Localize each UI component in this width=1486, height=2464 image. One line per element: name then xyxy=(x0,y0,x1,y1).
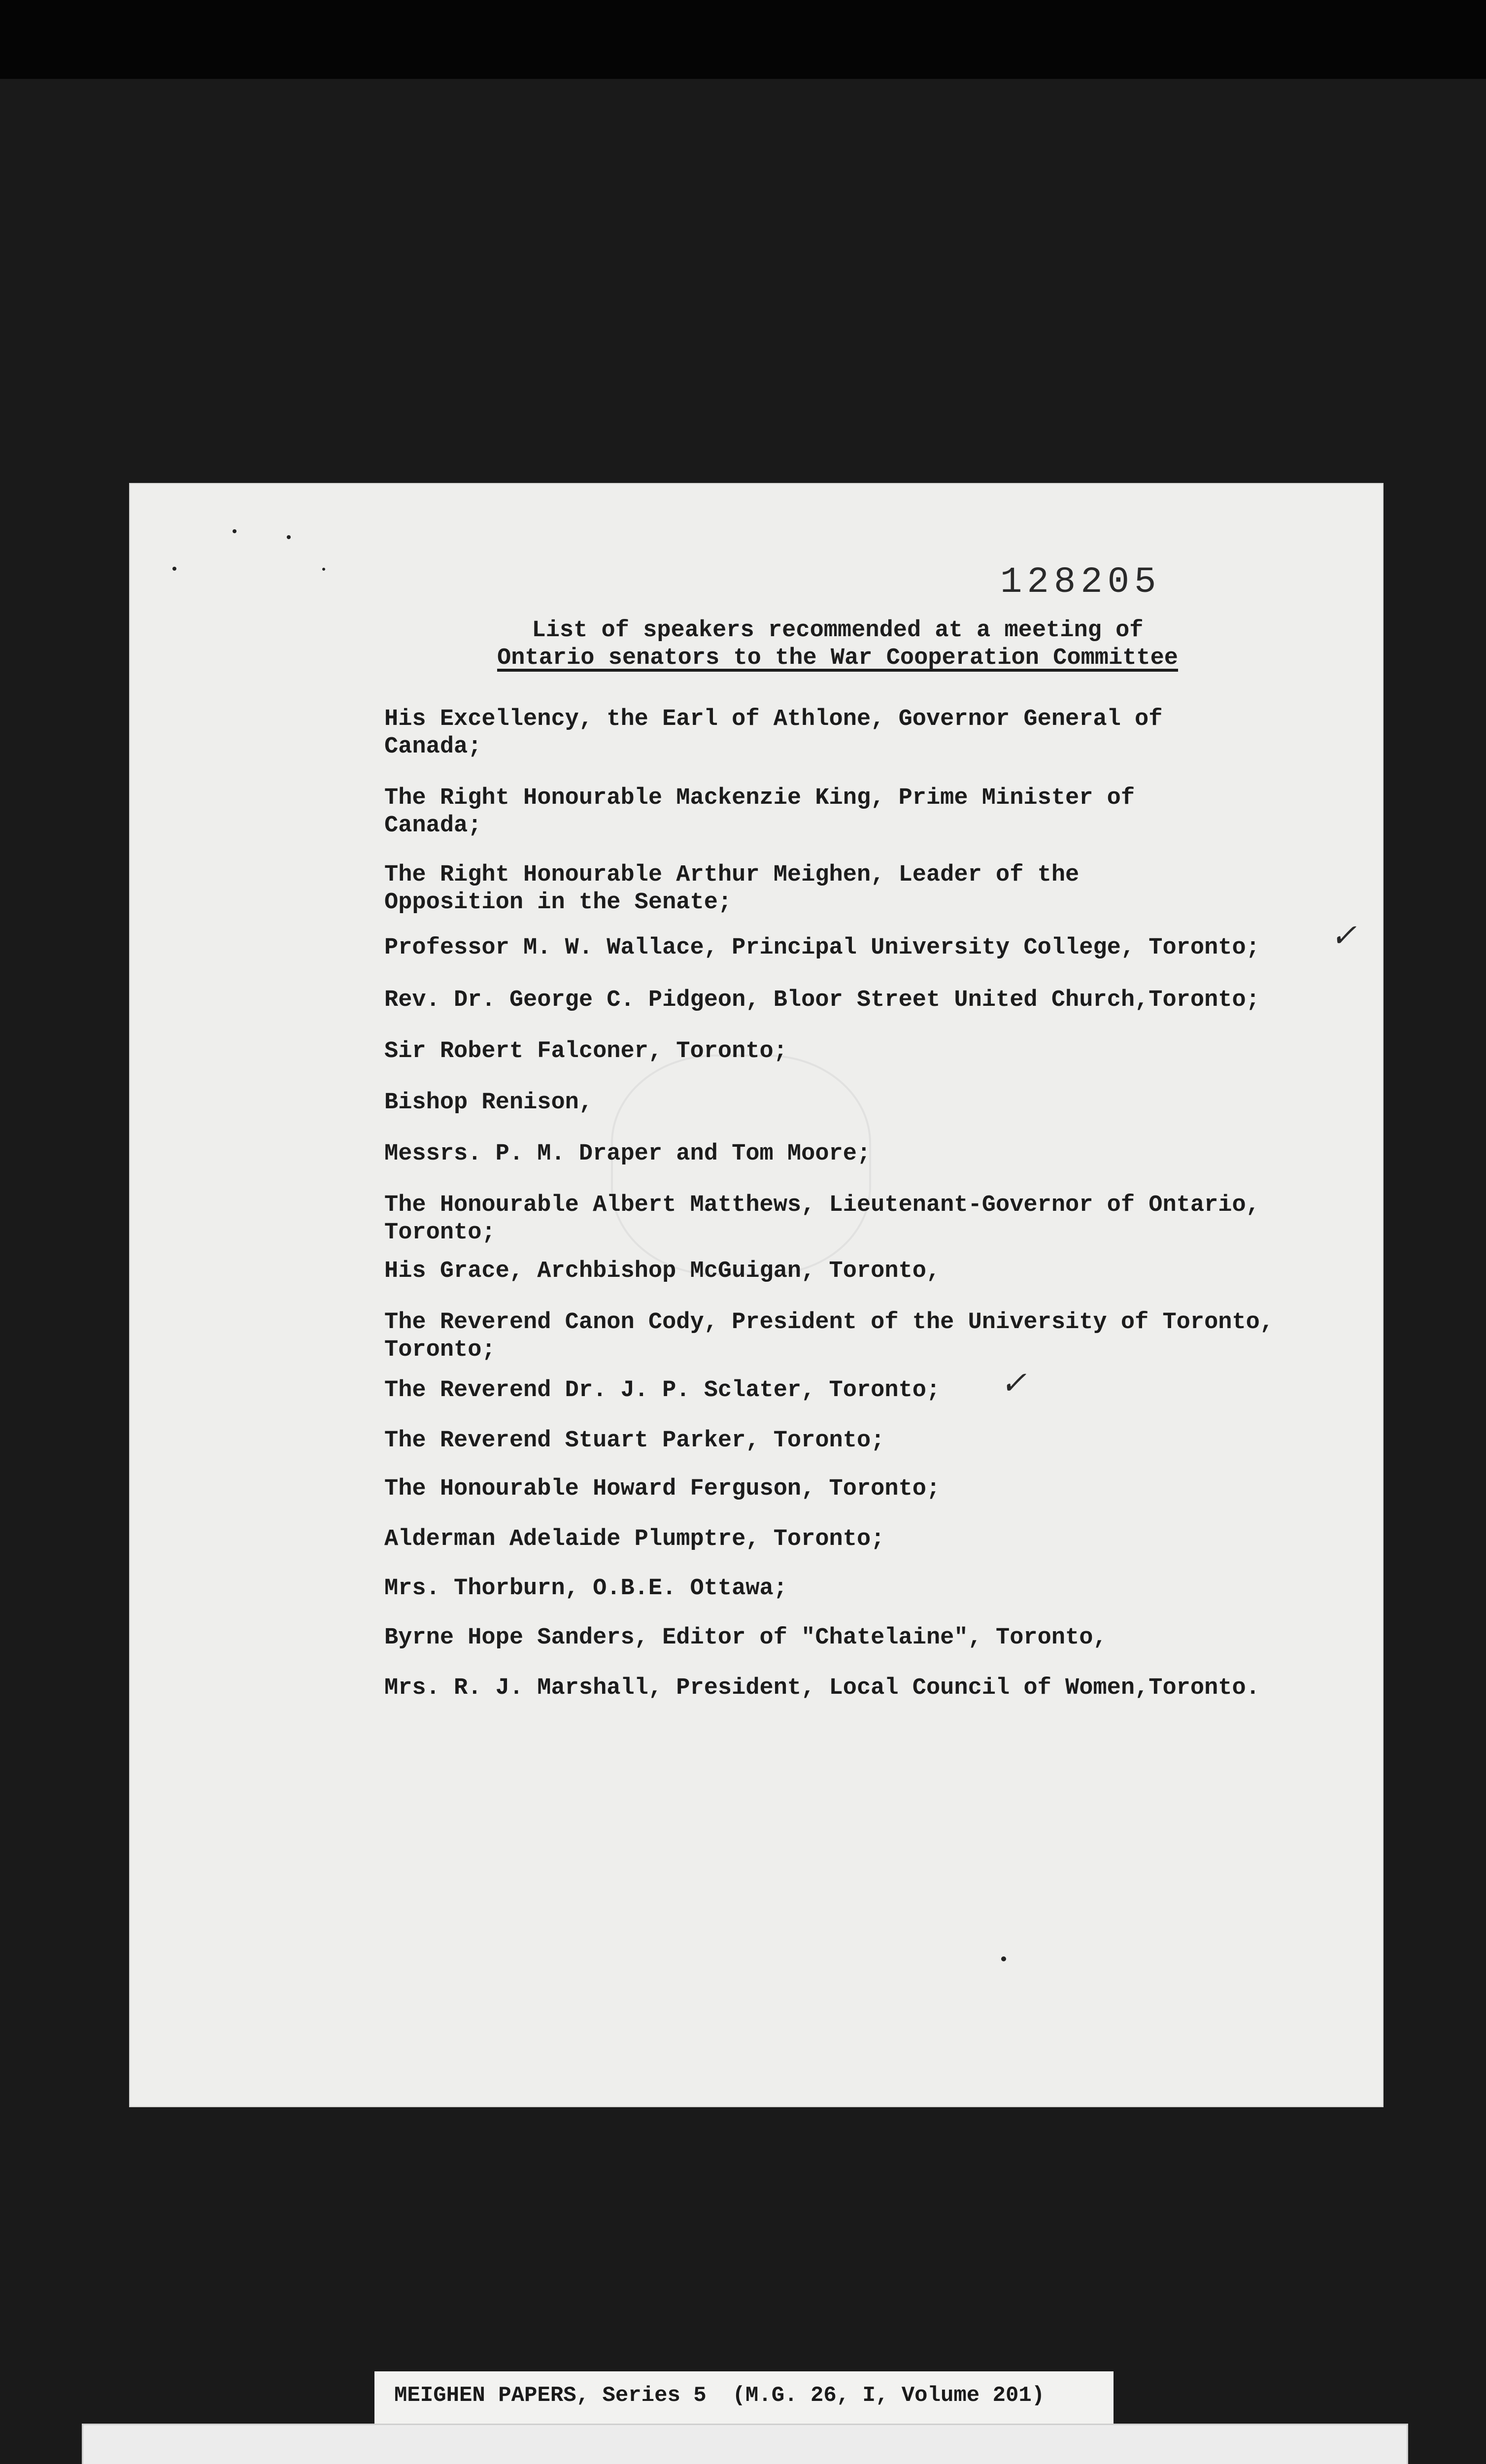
speaker-entry: The Reverend Stuart Parker, Toronto; xyxy=(384,1428,885,1454)
speaker-entry: The Right Honourable Arthur Meighen, Leader of the Opposition in the Senate; xyxy=(384,862,1080,916)
speaker-entry: Rev. Dr. George C. Pidgeon, Bloor Street United Church,Toronto; xyxy=(384,987,1260,1013)
speaker-entry: Byrne Hope Sanders, Editor of "Chatelaine", Toronto, xyxy=(384,1625,1107,1651)
speaker-entry: Mrs. Thorburn, O.B.E. Ottawa; xyxy=(384,1575,787,1602)
speaker-entry: The Reverend Canon Cody, President of the University of Toronto, Toronto; xyxy=(384,1309,1274,1363)
handwritten-checkmark: ✓ xyxy=(1000,1365,1027,1402)
heading-line-2: Ontario senators to the War Cooperation Committee xyxy=(497,645,1179,671)
heading-line-1: List of speakers recommended at a meeting of xyxy=(532,617,1144,644)
speaker-entry: His Grace, Archbishop McGuigan, Toronto, xyxy=(384,1258,941,1284)
dust-speck xyxy=(1001,1956,1006,1961)
speaker-entry: The Honourable Howard Ferguson, Toronto; xyxy=(384,1476,941,1502)
document-heading xyxy=(453,617,1222,672)
speaker-entry: The Honourable Albert Matthews, Lieutenant-Governor of Ontario, Toronto; xyxy=(384,1192,1260,1246)
speaker-entry: The Reverend Dr. J. P. Sclater, Toronto; xyxy=(384,1377,941,1403)
document-number: 128205 xyxy=(1000,562,1161,603)
handwritten-checkmark: ✓ xyxy=(1330,918,1357,954)
dust-speck xyxy=(322,568,325,571)
speaker-entry: Professor M. W. Wallace, Principal University College, Toronto; xyxy=(384,935,1260,961)
series-label: MEIGHEN PAPERS, Series 5 (M.G. 26, I, Volume 201) xyxy=(394,2383,1045,2408)
speaker-entry: Bishop Renison, xyxy=(384,1090,593,1116)
archive-card xyxy=(82,2424,1408,2464)
speaker-entry: Sir Robert Falconer, Toronto; xyxy=(384,1038,787,1064)
film-top-band xyxy=(0,0,1486,79)
dust-speck xyxy=(172,567,176,571)
dust-speck xyxy=(233,529,236,533)
speaker-entry: The Right Honourable Mackenzie King, Prime Minister of Canada; xyxy=(384,785,1135,839)
speaker-entry: Messrs. P. M. Draper and Tom Moore; xyxy=(384,1141,871,1167)
speaker-entry: Mrs. R. J. Marshall, President, Local Council of Women,Toronto. xyxy=(384,1675,1260,1701)
speaker-entry: Alderman Adelaide Plumptre, Toronto; xyxy=(384,1526,885,1552)
speaker-entry: His Excellency, the Earl of Athlone, Governor General of Canada; xyxy=(384,706,1163,760)
dust-speck xyxy=(287,535,291,539)
